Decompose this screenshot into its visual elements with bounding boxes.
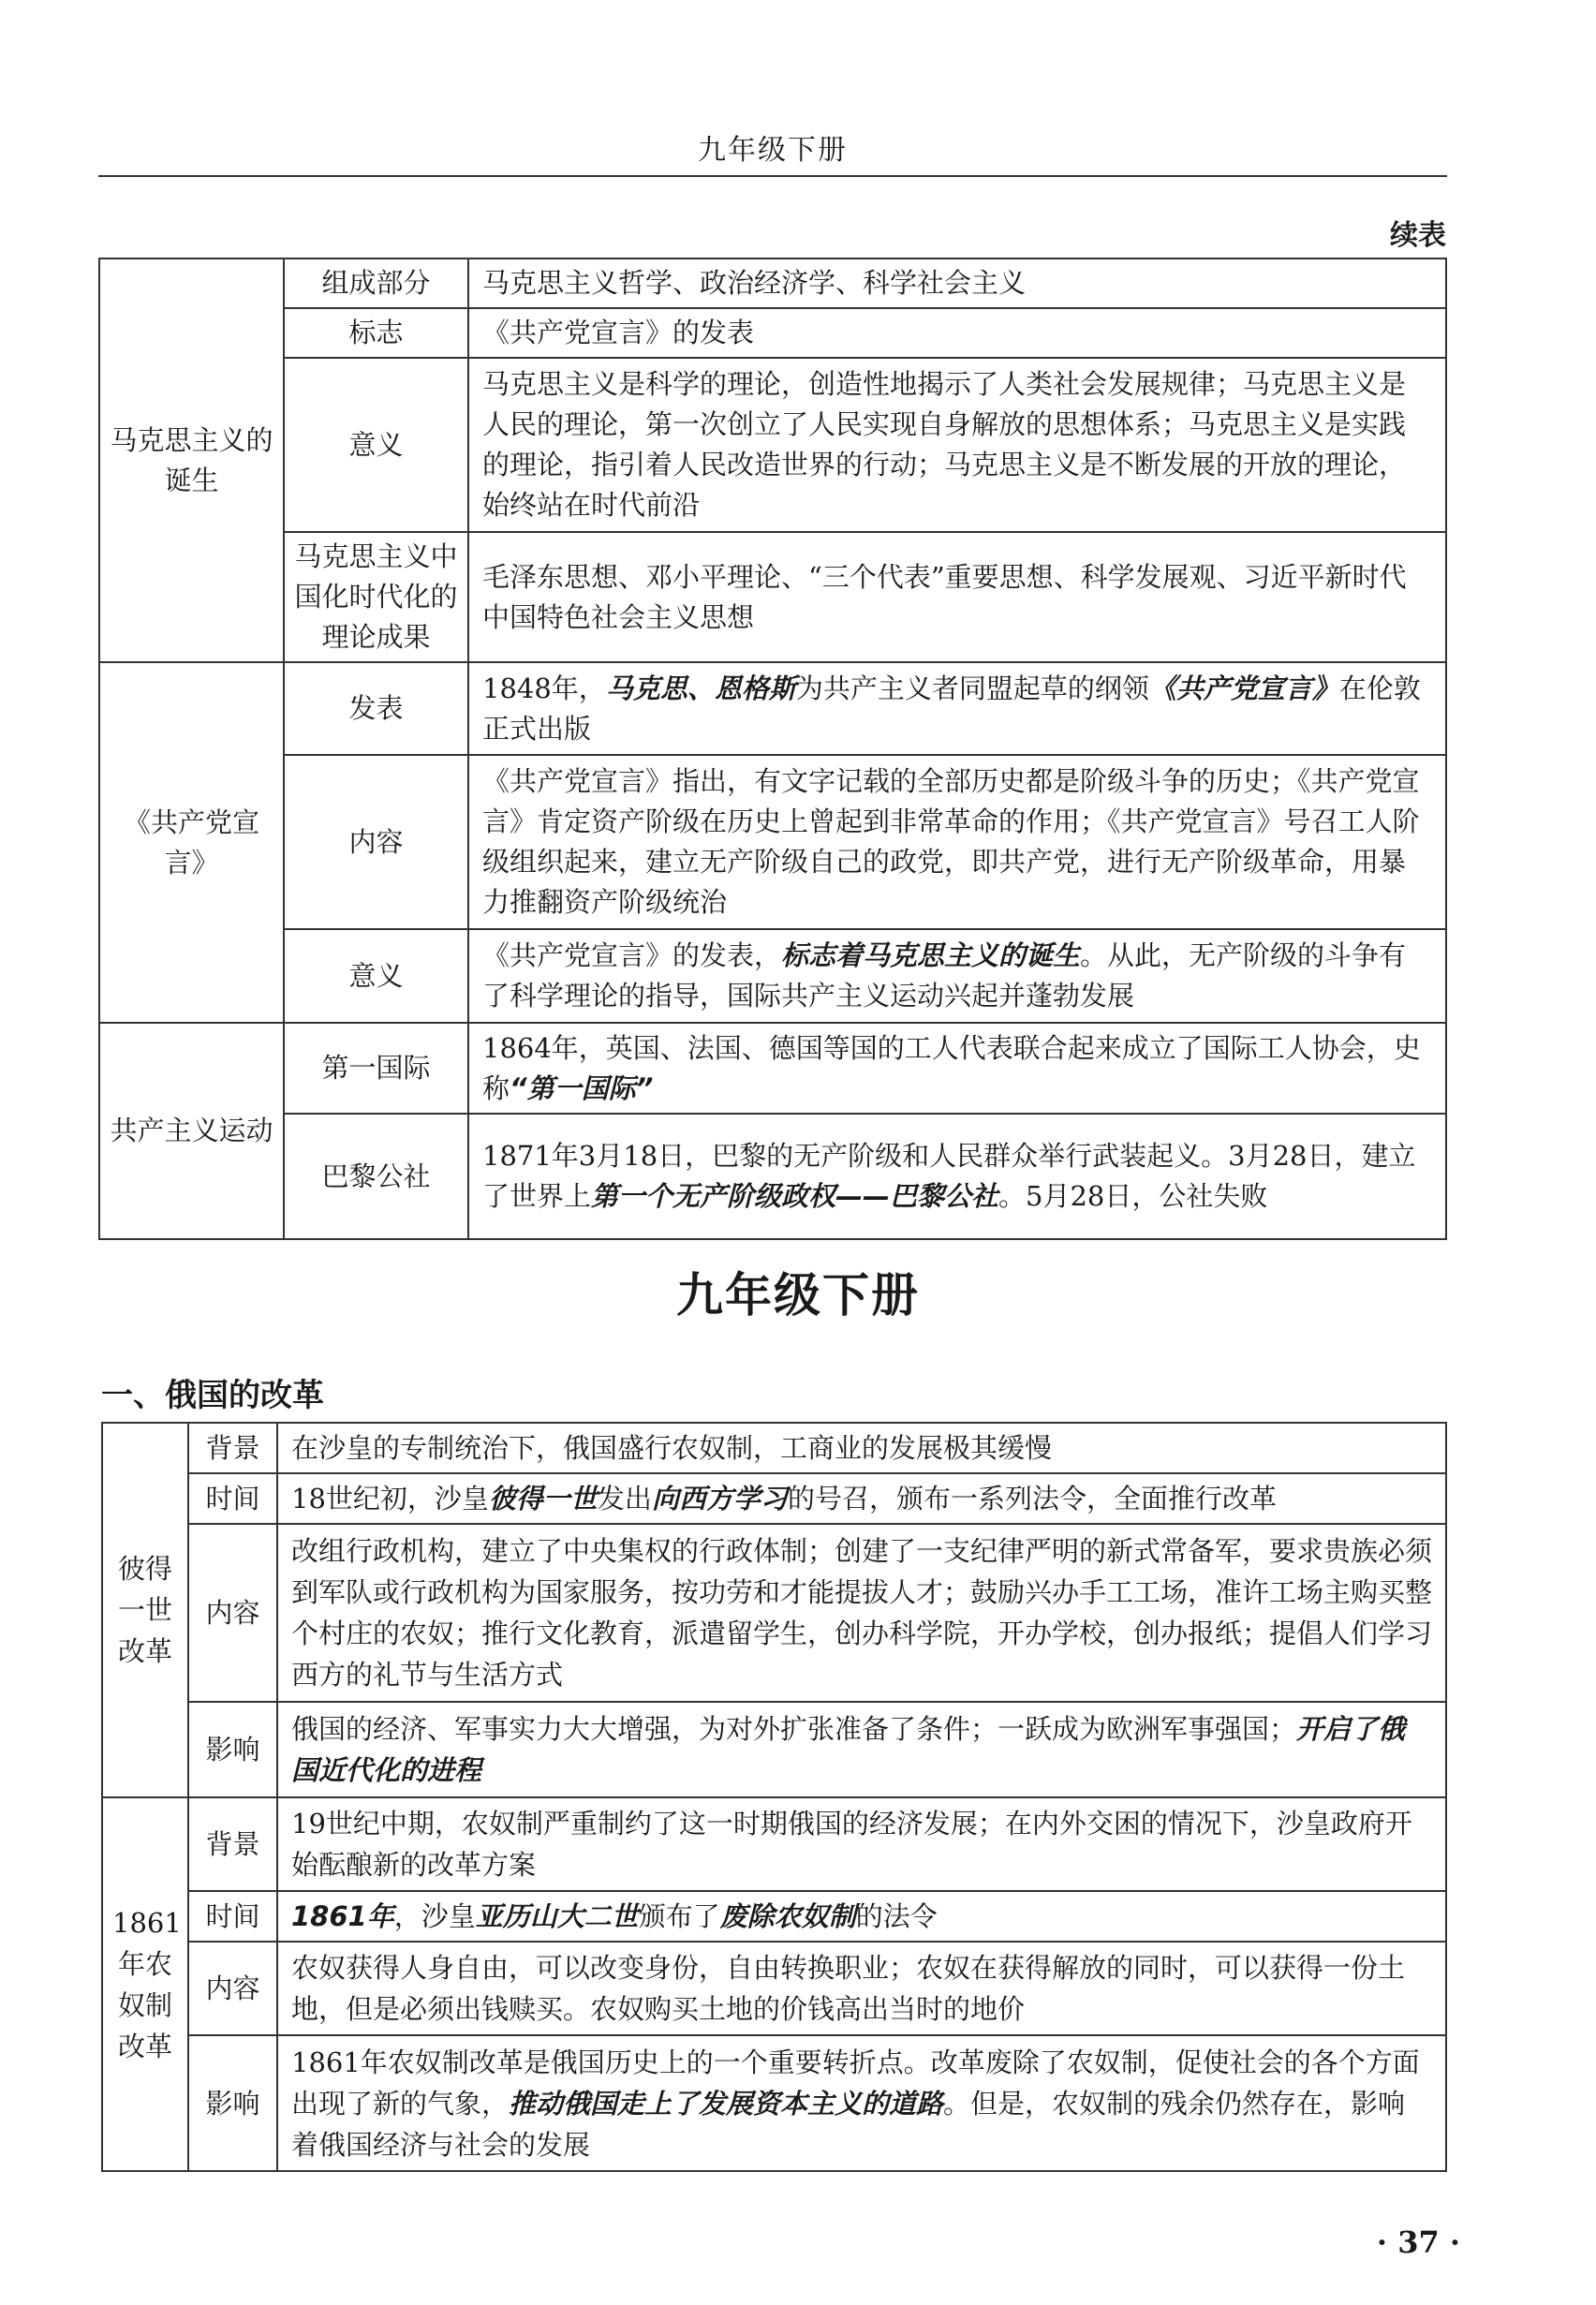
marxism-table <box>98 258 1447 1240</box>
content-cell: 俄国的经济、军事实力大大增强，为对外扩张准备了条件；一跃成为欧洲军事强国；开启了俄国近代化的进程 <box>277 1702 1446 1797</box>
content-cell: 1861年，沙皇亚历山大二世颁布了废除农奴制的法令 <box>277 1891 1446 1942</box>
table-row <box>99 532 1446 662</box>
label-cell: 意义 <box>284 358 468 532</box>
table-row <box>102 1702 1446 1797</box>
table-row <box>102 1797 1446 1891</box>
label-cell: 巴黎公社 <box>284 1114 468 1239</box>
page-header-title: 九年级下册 <box>698 134 848 167</box>
label-cell: 时间 <box>188 1891 277 1942</box>
label-cell: 时间 <box>188 1473 277 1524</box>
label-cell: 标志 <box>284 308 468 358</box>
table-row <box>102 1423 1446 1473</box>
table-row <box>99 358 1446 532</box>
label-cell: 组成部分 <box>284 259 468 308</box>
table-row <box>99 929 1446 1023</box>
category-cell: 彼得一世改革 <box>102 1423 188 1797</box>
label-cell: 内容 <box>284 755 468 929</box>
table-row <box>99 1114 1446 1239</box>
table-row <box>102 1473 1446 1524</box>
table-row <box>102 1942 1446 2035</box>
label-cell: 背景 <box>188 1797 277 1891</box>
category-cell: 《共产党宣言》 <box>99 662 284 1023</box>
label-cell: 影响 <box>188 2035 277 2171</box>
table-row <box>99 755 1446 929</box>
content-cell: 在沙皇的专制统治下，俄国盛行农奴制，工商业的发展极其缓慢 <box>277 1423 1446 1473</box>
label-cell: 内容 <box>188 1942 277 2035</box>
label-cell: 发表 <box>284 662 468 755</box>
table-row <box>99 259 1446 308</box>
content-cell: 农奴获得人身自由，可以改变身份，自由转换职业；农奴在获得解放的同时，可以获得一份土地，但是必须出钱赎买。农奴购买土地的价钱高出当时的地价 <box>277 1942 1446 2035</box>
content-cell: 19世纪中期，农奴制严重制约了这一时期俄国的经济发展；在内外交困的情况下，沙皇政府开始酝酿新的改革方案 <box>277 1797 1446 1891</box>
content-cell: 1861年农奴制改革是俄国历史上的一个重要转折点。改革废除了农奴制，促使社会的各个方面出现了新的气象，推动俄国走上了发展资本主义的道路。但是，农奴制的残余仍然存在，影响着俄国经济与社会的发展 <box>277 2035 1446 2171</box>
content-cell: 改组行政机构，建立了中央集权的行政体制；创建了一支纪律严明的新式常备军，要求贵族必须到军队或行政机构为国家服务，按功劳和才能提拔人才；鼓励兴办手工工场，准许工场主购买整个村庄的农奴；推行文化教育，派遣留学生，创办科学院，开办学校，创办报纸；提倡人们学习西方的礼节与生活方式 <box>277 1524 1446 1702</box>
table-row <box>102 2035 1446 2171</box>
content-cell: 《共产党宣言》的发表 <box>468 308 1446 358</box>
content-cell: 毛泽东思想、邓小平理论、“三个代表”重要思想、科学发展观、习近平新时代中国特色社会主义思想 <box>468 532 1446 662</box>
header-divider <box>98 175 1447 177</box>
label-cell: 内容 <box>188 1524 277 1702</box>
table-row <box>99 662 1446 755</box>
category-cell: 1861年农奴制改革 <box>102 1797 188 2171</box>
continued-label: 续表 <box>1390 219 1446 252</box>
table-row <box>102 1524 1446 1702</box>
category-cell: 共产主义运动 <box>99 1023 284 1239</box>
content-cell: 1864年，英国、法国、德国等国的工人代表联合起来成立了国际工人协会，史称“第一国际” <box>468 1023 1446 1114</box>
label-cell: 影响 <box>188 1702 277 1797</box>
table-row <box>99 308 1446 358</box>
table-row <box>99 1023 1446 1114</box>
subsection-title: 一、俄国的改革 <box>101 1377 324 1414</box>
content-cell: 《共产党宣言》的发表，标志着马克思主义的诞生。从此，无产阶级的斗争有了科学理论的指导，国际共产主义运动兴起并蓬勃发展 <box>468 929 1446 1023</box>
label-cell: 背景 <box>188 1423 277 1473</box>
label-cell: 意义 <box>284 929 468 1023</box>
section-title: 九年级下册 <box>676 1268 920 1322</box>
content-cell: 18世纪初，沙皇彼得一世发出向西方学习的号召，颁布一系列法令，全面推行改革 <box>277 1473 1446 1524</box>
content-cell: 1848年，马克思、恩格斯为共产主义者同盟起草的纲领《共产党宣言》在伦敦正式出版 <box>468 662 1446 755</box>
content-cell: 1871年3月18日，巴黎的无产阶级和人民群众举行武装起义。3月28日，建立了世界上第一个无产阶级政权——巴黎公社。5月28日，公社失败 <box>468 1114 1446 1239</box>
russia-reform-table <box>101 1422 1447 2172</box>
content-cell: 《共产党宣言》指出，有文字记载的全部历史都是阶级斗争的历史；《共产党宣言》肯定资产阶级在历史上曾起到非常革命的作用；《共产党宣言》号召工人阶级组织起来，建立无产阶级自己的政党，即共产党，进行无产阶级革命，用暴力推翻资产阶级统治 <box>468 755 1446 929</box>
label-cell: 马克思主义中国化时代化的理论成果 <box>284 532 468 662</box>
content-cell: 马克思主义哲学、政治经济学、科学社会主义 <box>468 259 1446 308</box>
label-cell: 第一国际 <box>284 1023 468 1114</box>
page-number: · 37 · <box>1376 2224 1460 2260</box>
content-cell: 马克思主义是科学的理论，创造性地揭示了人类社会发展规律；马克思主义是人民的理论，第一次创立了人民实现自身解放的思想体系；马克思主义是实践的理论，指引着人民改造世界的行动；马克思主义是不断发展的开放的理论，始终站在时代前沿 <box>468 358 1446 532</box>
table-row <box>102 1891 1446 1942</box>
category-cell: 马克思主义的诞生 <box>99 259 284 662</box>
